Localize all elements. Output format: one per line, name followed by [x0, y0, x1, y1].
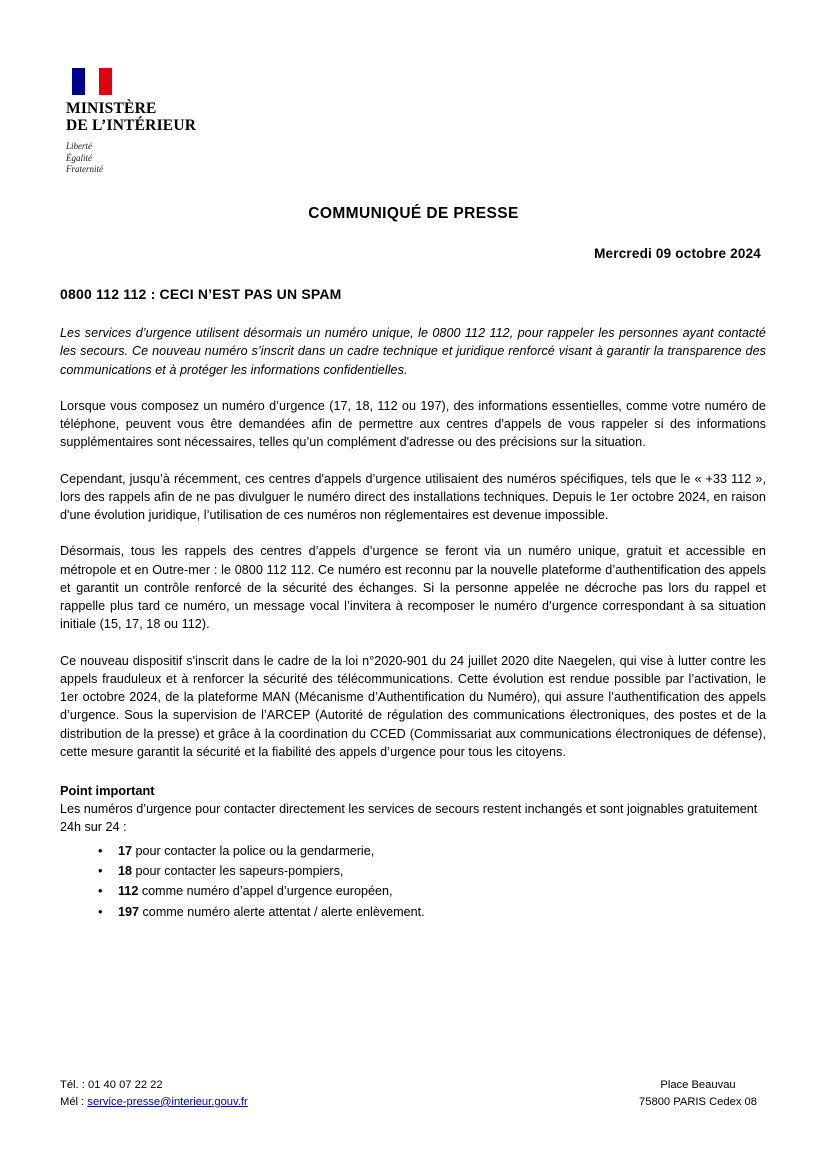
footer-mail-label: Mél : [60, 1095, 88, 1108]
emergency-text: pour contacter les sapeurs-pompiers, [132, 863, 344, 878]
republic-motto [66, 141, 266, 175]
flag-band-white [85, 68, 98, 95]
motto-fraternite: Fraternité [66, 163, 103, 174]
list-item [118, 861, 766, 881]
ministry-name [66, 101, 266, 134]
footer-phone: Tél. : 01 40 07 22 22 [60, 1079, 163, 1091]
ministry-logo [66, 68, 266, 175]
motto-liberte: Liberté [66, 141, 92, 152]
emergency-text: comme numéro alerte attentat / alerte enlèvement. [139, 904, 425, 919]
paragraph-3: Désormais, tous les rappels des centres d’appels d’urgence se feront via un numéro unique, gratuit et accessible en métropole et en Outre-mer : le 0800 112 112. Ce numéro est reconnu par la nouvelle plateforme d’authentification des appels et garantit un contrôle renforcé de la sécurité des échanges. Si la personne appelée ne décroche pas lors du rappel et rappelle plus tard ce numéro, un message vocal l’invitera à recomposer le numéro d’urgence correspondant à sa situation initiale (15, 17, 18 ou 112). [60, 544, 766, 632]
motto-egalite: Égalité [66, 152, 92, 163]
ministry-name-line2: DE L’INTÉRIEUR [66, 116, 197, 134]
headline: 0800 112 112 : CECI N’EST PAS UN SPAM [60, 286, 342, 302]
lead-paragraph: Les services d’urgence utilisent désormais un numéro unique, le 0800 112 112, pour rappeler les personnes ayant contacté les secours. Ce nouveau numéro s’inscrit dans un cadre technique et juridique renforcé visant à garantir la transparence des communications et à protéger les informations confidentielles. [60, 326, 766, 377]
emergency-number: 18 [118, 863, 133, 878]
footer-mail [60, 1094, 248, 1111]
paragraph-1: Lorsque vous composez un numéro d’urgence (17, 18, 112 ou 197), des informations essentielles, comme votre numéro de téléphone, peuvent vous être demandées afin de permettre aux centres d'appels de vous rappeler si des informations supplémentaires sont nécessaires, telles qu’un complément d'adresse ou des précisions sur la situation. [60, 398, 766, 450]
publication-date: Mercredi 09 octobre 2024 [594, 246, 761, 261]
section-title-important: Point important [60, 783, 155, 798]
emergency-number: 112 [118, 884, 139, 899]
flag-band-blue [72, 68, 85, 95]
section-intro: Les numéros d’urgence pour contacter directement les services de secours restent inchangés et sont joignables gratuitement 24h sur 24 : [60, 802, 758, 835]
flag-band-red [99, 68, 112, 95]
ministry-name-line1: MINISTÈRE [66, 100, 157, 117]
footer-address [639, 1077, 757, 1111]
page-footer [60, 1077, 767, 1121]
emergency-text: pour contacter la police ou la gendarmerie, [132, 843, 375, 858]
paragraph-2: Cependant, jusqu’à récemment, ces centres d'appels d’urgence utilisaient des numéros spécifiques, tels que le « +33 112 », lors des rappels afin de ne pas divulguer le numéro direct des installations techniques. Depuis le 1er octobre 2024, en raison d'une évolution juridique, l’utilisation de ces numéros non réglementaires est devenue impossible. [60, 471, 766, 522]
emergency-number: 197 [118, 904, 140, 919]
paragraph-4: Ce nouveau dispositif s'inscrit dans le cadre de la loi n°2020-901 du 24 juillet 2020 dite Naegelen, qui vise à lutter contre les appels frauduleux et à renforcer la sécurité des télécommunications. Cette évolution est rendue possible par l’activation, le 1er octobre 2024, de la plateforme MAN (Mécanisme d’Authentification du Numéro), qui assure l’authentification des appels d’urgence. Sous la supervision de l’ARCEP (Autorité de régulation des communications électroniques, des postes et de la distribution de la presse) et grâce à la coordination du CCED (Commissariat aux communications électroniques de défense), cette mesure garantit la sécurité et la fiabilité des appels d’urgence pour tous les citoyens. [60, 653, 766, 759]
page-title: COMMUNIQUÉ DE PRESSE [308, 205, 519, 222]
list-item [118, 902, 766, 922]
french-flag-icon [72, 68, 112, 95]
list-item [118, 841, 766, 861]
emergency-text: comme numéro d’appel d’urgence européen, [138, 884, 393, 899]
list-item [118, 881, 766, 901]
emergency-numbers-list [60, 841, 766, 923]
footer-address-line2: 75800 PARIS Cedex 08 [639, 1095, 757, 1108]
emergency-number: 17 [118, 843, 133, 858]
document-body [60, 286, 766, 922]
footer-contact [60, 1077, 248, 1111]
footer-address-line1: Place Beauvau [660, 1079, 736, 1091]
press-email-link[interactable]: service-presse@interieur.gouv.fr [87, 1095, 248, 1108]
